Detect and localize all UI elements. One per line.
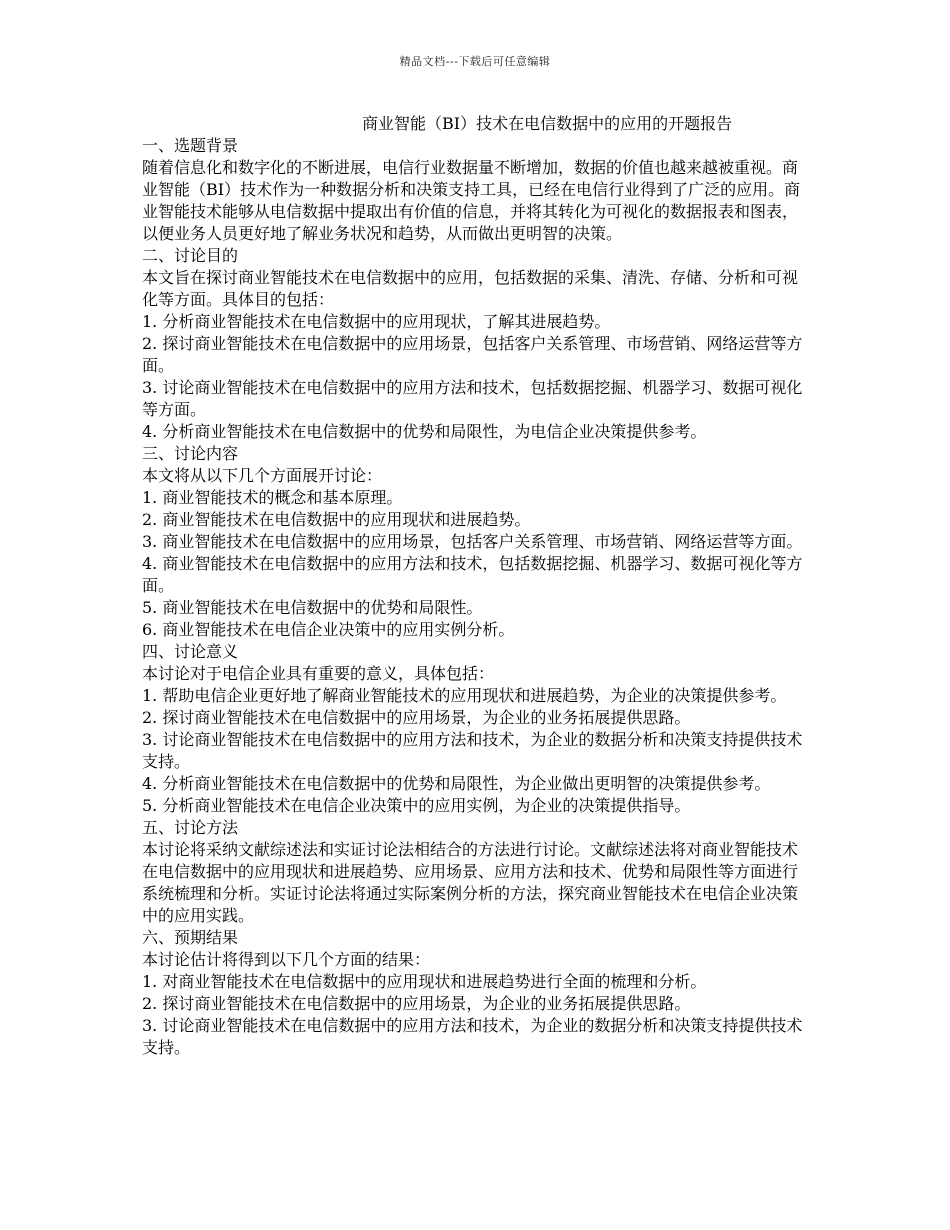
paragraph: 本文旨在探讨商业智能技术在电信数据中的应用，包括数据的采集、清洗、存储、分析和可视化等方面。具体目的包括： (142, 268, 799, 309)
section-heading: 三、讨论内容 (142, 444, 239, 463)
section-heading: 四、讨论意义 (142, 642, 239, 661)
list-item: 6. 商业智能技术在电信企业决策中的应用实例分析。 (142, 620, 515, 639)
list-item: 5. 分析商业智能技术在电信企业决策中的应用实例，为企业的决策提供指导。 (142, 796, 691, 815)
list-item: 2. 探讨商业智能技术在电信数据中的应用场景，为企业的业务拓展提供思路。 (142, 708, 691, 727)
list-item: 3. 讨论商业智能技术在电信数据中的应用方法和技术，为企业的数据分析和决策支持提供技术支持。 (142, 730, 803, 771)
list-item: 1. 分析商业智能技术在电信数据中的应用现状，了解其进展趋势。 (142, 312, 611, 331)
paragraph: 本讨论将采纳文献综述法和实证讨论法相结合的方法进行讨论。文献综述法将对商业智能技术在电信数据中的应用现状和进展趋势、应用场景、应用方法和技术、优势和局限性等方面进行系统梳理和分析。实证讨论法将通过实际案例分析的方法，探究商业智能技术在电信企业决策中的应用实践。 (142, 840, 799, 925)
document-body (142, 113, 810, 1059)
list-item: 2. 商业智能技术在电信数据中的应用现状和进展趋势。 (142, 510, 531, 529)
section-heading: 一、选题背景 (142, 136, 239, 155)
list-item: 2. 探讨商业智能技术在电信数据中的应用场景，为企业的业务拓展提供思路。 (142, 994, 691, 1013)
document-title: 商业智能（BI）技术在电信数据中的应用的开题报告 (362, 114, 733, 133)
list-item: 3. 讨论商业智能技术在电信数据中的应用方法和技术，为企业的数据分析和决策支持提供技术支持。 (142, 1016, 803, 1057)
paragraph: 随着信息化和数字化的不断进展，电信行业数据量不断增加，数据的价值也越来越被重视。商业智能（BI）技术作为一种数据分析和决策支持工具，已经在电信行业得到了广泛的应用。商业智能技术能够从电信数据中提取出有价值的信息，并将其转化为可视化的数据报表和图表，以便业务人员更好地了解业务状况和趋势，从而做出更明智的决策。 (142, 158, 801, 243)
list-item: 1. 帮助电信企业更好地了解商业智能技术的应用现状和进展趋势，为企业的决策提供参考。 (142, 686, 787, 705)
list-item: 1. 对商业智能技术在电信数据中的应用现状和进展趋势进行全面的梳理和分析。 (142, 972, 707, 991)
list-item: 4. 分析商业智能技术在电信数据中的优势和局限性，为企业做出更明智的决策提供参考。 (142, 774, 771, 793)
list-item: 3. 商业智能技术在电信数据中的应用场景，包括客户关系管理、市场营销、网络运营等方面。 (142, 532, 803, 551)
list-item: 4. 分析商业智能技术在电信数据中的优势和局限性，为电信企业决策提供参考。 (142, 422, 707, 441)
paragraph: 本讨论对于电信企业具有重要的意义，具体包括： (142, 664, 495, 683)
section-heading: 六、预期结果 (142, 928, 239, 947)
list-item: 3. 讨论商业智能技术在电信数据中的应用方法和技术，包括数据挖掘、机器学习、数据可视化等方面。 (142, 378, 803, 419)
list-item: 5. 商业智能技术在电信数据中的优势和局限性。 (142, 598, 483, 617)
section-heading: 二、讨论目的 (142, 246, 239, 265)
list-item: 1. 商业智能技术的概念和基本原理。 (142, 488, 403, 507)
paragraph: 本文将从以下几个方面展开讨论： (142, 466, 383, 485)
paragraph: 本讨论估计将得到以下几个方面的结果： (142, 950, 431, 969)
list-item: 4. 商业智能技术在电信数据中的应用方法和技术，包括数据挖掘、机器学习、数据可视化等方面。 (142, 554, 803, 595)
section-heading: 五、讨论方法 (142, 818, 239, 837)
page-header-note: 精品文档---下载后可任意编辑 (399, 55, 551, 68)
list-item: 2. 探讨商业智能技术在电信数据中的应用场景，包括客户关系管理、市场营销、网络运营等方面。 (142, 334, 803, 375)
